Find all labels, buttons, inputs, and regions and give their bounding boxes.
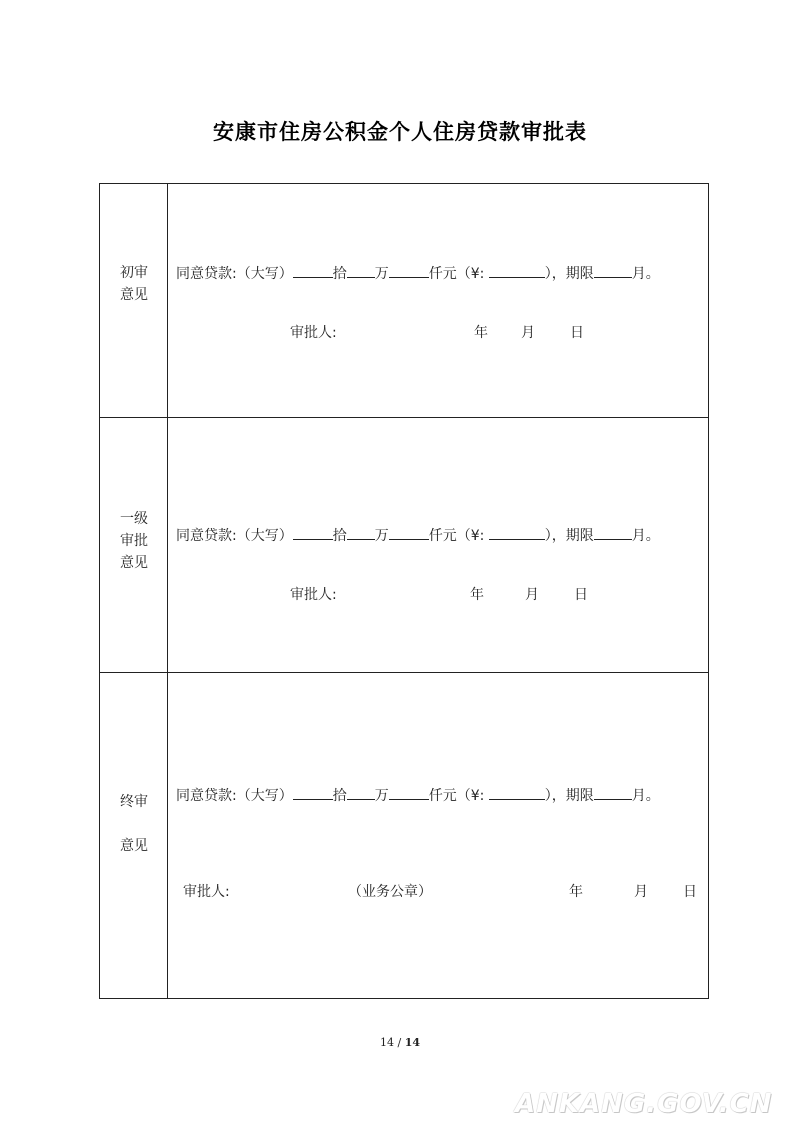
year-label: 年	[569, 884, 583, 900]
unit-qian: 仟元（¥:	[428, 788, 485, 804]
page-total: 14	[404, 1036, 420, 1049]
unit-wan: 万	[374, 528, 389, 544]
seal-label: （业务公章）	[348, 884, 432, 900]
label-line: 意见	[120, 555, 148, 571]
term-blank[interactable]	[594, 263, 632, 278]
section-initial-review	[100, 184, 708, 418]
unit-qian: 仟元（¥:	[428, 266, 485, 282]
amount-blank[interactable]	[293, 525, 333, 540]
section-final-review	[100, 673, 708, 998]
loan-prefix: 同意贷款:（大写）	[176, 528, 293, 544]
section-label	[100, 418, 168, 672]
amount-blank[interactable]	[389, 785, 429, 800]
term-label: ），期限	[544, 266, 594, 282]
term-unit: 月。	[631, 528, 660, 544]
label-line: 审批	[120, 533, 148, 549]
month-label: 月	[525, 587, 539, 603]
amount-blank[interactable]	[389, 263, 429, 278]
amount-number-blank[interactable]	[489, 525, 545, 540]
unit-shi: 拾	[332, 266, 347, 282]
approver-row	[168, 881, 708, 901]
amount-blank[interactable]	[389, 525, 429, 540]
month-label: 月	[634, 884, 648, 900]
loan-prefix: 同意贷款:（大写）	[176, 788, 293, 804]
section-first-level-approval	[100, 418, 708, 673]
term-unit: 月。	[631, 266, 660, 282]
amount-blank[interactable]	[347, 525, 375, 540]
unit-wan: 万	[374, 788, 389, 804]
section-content	[168, 418, 708, 672]
form-title: 安康市住房公积金个人住房贷款审批表	[213, 120, 587, 144]
label-line: 初审	[120, 265, 148, 281]
unit-qian: 仟元（¥:	[428, 528, 485, 544]
page-separator: /	[393, 1036, 405, 1049]
label-line: 一级	[120, 511, 148, 527]
approver-label: 审批人:	[290, 587, 337, 603]
month-label: 月	[521, 325, 535, 341]
amount-blank[interactable]	[347, 263, 375, 278]
day-label: 日	[570, 325, 584, 341]
amount-blank[interactable]	[293, 785, 333, 800]
loan-amount-line	[176, 785, 660, 805]
loan-prefix: 同意贷款:（大写）	[176, 266, 293, 282]
amount-number-blank[interactable]	[489, 785, 545, 800]
term-blank[interactable]	[594, 785, 632, 800]
term-label: ），期限	[544, 788, 594, 804]
approval-table	[99, 183, 709, 999]
page-number	[0, 1036, 800, 1049]
loan-amount-line	[176, 263, 660, 283]
section-label	[100, 184, 168, 417]
approver-label: 审批人:	[183, 884, 230, 900]
term-label: ），期限	[544, 528, 594, 544]
label-line: 意见	[120, 287, 148, 303]
unit-shi: 拾	[332, 528, 347, 544]
site-watermark: ANKANG.GOV.CN	[515, 1089, 773, 1119]
day-label: 日	[574, 587, 588, 603]
label-line: 意见	[120, 838, 148, 854]
amount-blank[interactable]	[347, 785, 375, 800]
approver-label: 审批人:	[290, 325, 337, 341]
unit-shi: 拾	[332, 788, 347, 804]
term-unit: 月。	[631, 788, 660, 804]
section-content	[168, 673, 708, 998]
label-line: 终审	[120, 794, 148, 810]
approver-row	[168, 322, 708, 342]
amount-blank[interactable]	[293, 263, 333, 278]
page-current: 14	[379, 1036, 394, 1049]
term-blank[interactable]	[594, 525, 632, 540]
approver-row	[168, 584, 708, 604]
unit-wan: 万	[374, 266, 389, 282]
year-label: 年	[474, 325, 488, 341]
day-label: 日	[683, 884, 697, 900]
section-label	[100, 673, 168, 998]
year-label: 年	[470, 587, 484, 603]
loan-amount-line	[176, 525, 660, 545]
amount-number-blank[interactable]	[489, 263, 545, 278]
section-content	[168, 184, 708, 417]
